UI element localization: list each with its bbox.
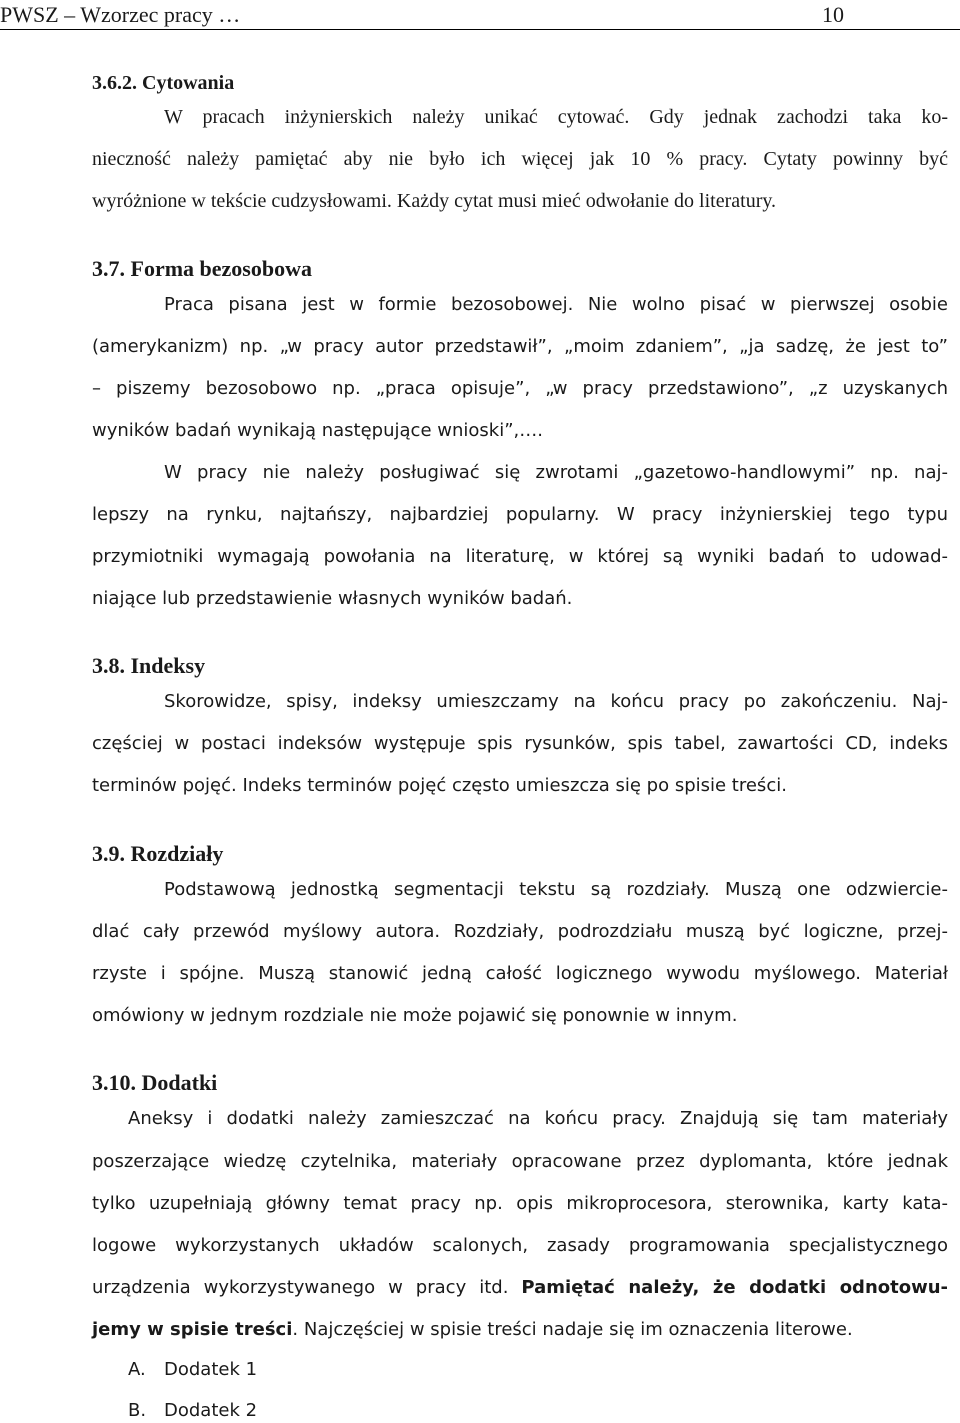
paragraph-line: wyników badań wynikają następujące wnioski”,…. bbox=[92, 420, 543, 441]
list-item bbox=[128, 1399, 257, 1423]
list-item bbox=[128, 1358, 257, 1382]
paragraph-line: częściej w postaci indeksów występuje spis rysunków, spis tabel, zawartości CD, indeks bbox=[92, 733, 948, 754]
paragraph-line: omówiony w jednym rozdziale nie może pojawić się ponownie w innym. bbox=[92, 1005, 738, 1026]
section-heading-dodatki: 3.10. Dodatki bbox=[92, 1070, 218, 1095]
paragraph-line: przymiotniki wymagają powołania na literaturę, w której są wyniki badań to udowad- bbox=[92, 546, 948, 567]
paragraph-line: nieczność należy pamiętać aby nie było ich więcej jak 10 % pracy. Cytaty powinny być bbox=[92, 148, 948, 170]
bold-text-run: Pamiętać należy, że dodatki odnotowu- bbox=[521, 1277, 949, 1298]
paragraph-line: Aneksy i dodatki należy zamieszczać na końcu pracy. Znajdują się tam materiały bbox=[128, 1108, 948, 1129]
section-heading-cytowania: 3.6.2. Cytowania bbox=[92, 72, 235, 94]
list-marker: B. bbox=[128, 1400, 147, 1421]
page-number: 10 bbox=[822, 2, 844, 27]
paragraph-line: W pracy nie należy posługiwać się zwrotami „gazetowo-handlowymi” np. naj- bbox=[164, 462, 948, 483]
text-run: urządzenia wykorzystywanego w pracy itd. bbox=[92, 1277, 522, 1298]
page-header bbox=[0, 0, 960, 30]
paragraph-line: (amerykanizm) np. „w pracy autor przedstawił”, „moim zdaniem”, „ja sadzę, że jest to” bbox=[92, 336, 948, 357]
paragraph-line: lepszy na rynku, najtańszy, najbardziej popularny. W pracy inżynierskiej tego typu bbox=[92, 504, 948, 525]
paragraph-line: niające lub przedstawienie własnych wyników badań. bbox=[92, 588, 573, 609]
paragraph-line: logowe wykorzystanych układów scalonych, zasady programowania specjalistycznego bbox=[92, 1235, 948, 1256]
header-rule bbox=[0, 29, 960, 30]
paragraph-line bbox=[92, 1276, 948, 1300]
paragraph-line: terminów pojęć. Indeks terminów pojęć często umieszcza się po spisie treści. bbox=[92, 775, 787, 796]
list-label: Dodatek 1 bbox=[164, 1359, 258, 1380]
header-title: PWSZ – Wzorzec pracy … bbox=[0, 2, 241, 27]
text-run: . Najczęściej w spisie treści nadaje się im oznaczenia literowe. bbox=[292, 1319, 853, 1340]
paragraph-line: W pracach inżynierskich należy unikać cytować. Gdy jednak zachodzi taka ko- bbox=[164, 106, 948, 128]
paragraph-line: poszerzające wiedzę czytelnika, materiały opracowane przez dyplomanta, które jednak bbox=[92, 1151, 948, 1172]
paragraph-line bbox=[92, 1318, 853, 1342]
bold-text-run: jemy w spisie treści bbox=[92, 1319, 293, 1340]
paragraph-line: – piszemy bezosobowo np. „praca opisuje”, „w pracy przedstawiono”, „z uzyskanych bbox=[92, 378, 948, 399]
paragraph-line: tylko uzupełniają główny temat pracy np. opis mikroprocesora, sterownika, karty kata- bbox=[92, 1193, 948, 1214]
paragraph-line: Podstawową jednostką segmentacji tekstu są rozdziały. Muszą one odzwiercie- bbox=[164, 879, 948, 900]
section-heading-rozdzialy: 3.9. Rozdziały bbox=[92, 841, 224, 866]
section-heading-forma-bezosobowa: 3.7. Forma bezosobowa bbox=[92, 256, 312, 281]
paragraph-line: wyróżnione w tekście cudzysłowami. Każdy cytat musi mieć odwołanie do literatury. bbox=[92, 190, 777, 212]
list-label: Dodatek 2 bbox=[164, 1400, 258, 1421]
paragraph-line: Skorowidze, spisy, indeksy umieszczamy na końcu pracy po zakończeniu. Naj- bbox=[164, 691, 948, 712]
paragraph-line: Praca pisana jest w formie bezosobowej. Nie wolno pisać w pierwszej osobie bbox=[164, 294, 948, 315]
list-marker: A. bbox=[128, 1359, 146, 1380]
paragraph-line: dlać cały przewód myślowy autora. Rozdziały, podrozdziału muszą być logiczne, przej- bbox=[92, 921, 948, 942]
section-heading-indeksy: 3.8. Indeksy bbox=[92, 653, 206, 678]
paragraph-line: rzyste i spójne. Muszą stanowić jedną całość logicznego wywodu myślowego. Materiał bbox=[92, 963, 948, 984]
